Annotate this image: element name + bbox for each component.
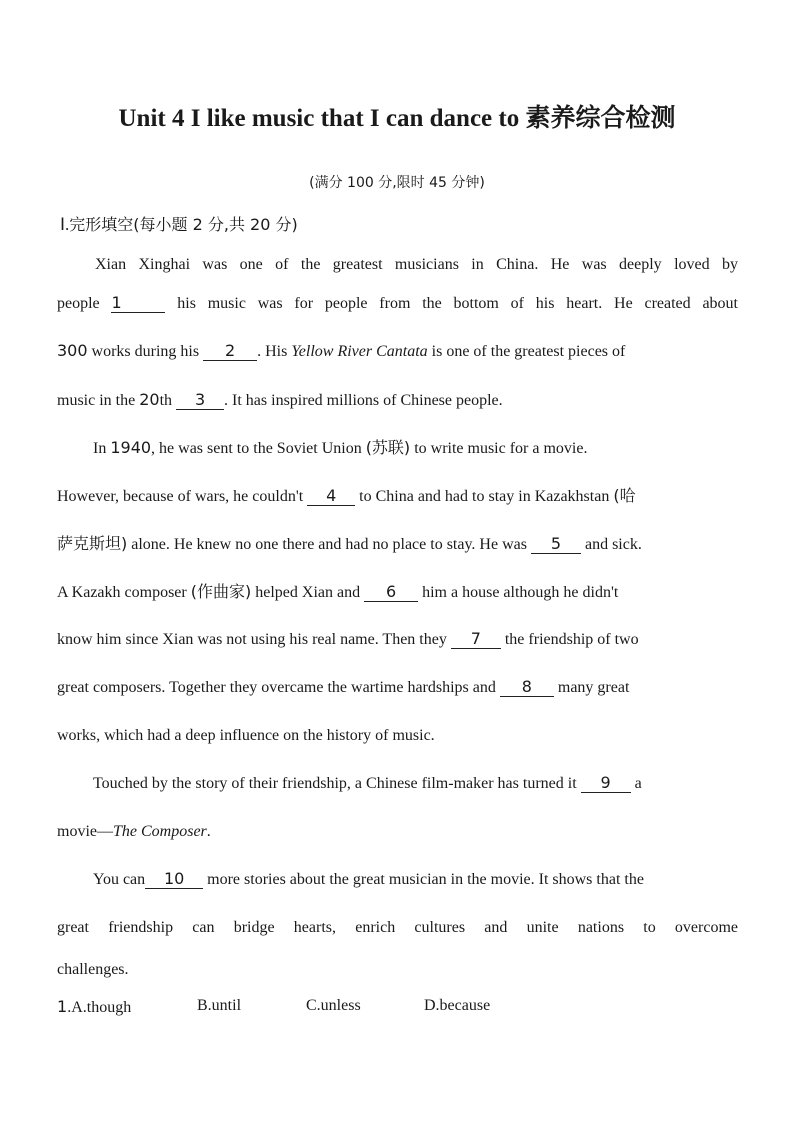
- passage-line: Xian Xinghai was one of the greatest musicians in China. He was deeply loved by: [95, 256, 738, 273]
- section-label: 完形填空(每小题 2 分,共 20 分): [69, 215, 298, 234]
- score-time-note: (满分 100 分,限时 45 分钟): [309, 175, 485, 191]
- work-title: Yellow River Cantata: [291, 343, 428, 360]
- section-heading: [60, 212, 298, 235]
- passage-line: 萨克斯坦) alone. He knew no one there and had no place to stay. He was 5 and sick.: [57, 534, 642, 553]
- passage-line: A Kazakh composer (作曲家) helped Xian and 6 him a house although he didn't: [57, 582, 619, 601]
- blank-2[interactable]: 2: [203, 342, 257, 361]
- blank-4[interactable]: 4: [307, 487, 355, 506]
- blank-10[interactable]: 10: [145, 870, 203, 889]
- page-title: [0, 98, 794, 134]
- title-chinese: 素养综合检测: [525, 103, 676, 132]
- blank-8[interactable]: 8: [500, 678, 554, 697]
- option-d[interactable]: D.because: [424, 997, 491, 1014]
- passage-line: movie—The Composer.: [57, 823, 211, 840]
- passage-line: know him since Xian was not using his real name. Then they 7 the friendship of two: [57, 629, 639, 648]
- passage-line: 300 works during his 2 . His Yellow River Cantata is one of the greatest pieces of: [57, 341, 626, 360]
- movie-title: The Composer: [113, 823, 207, 840]
- passage-line: You can 10 more stories about the great musician in the movie. It shows that the: [93, 869, 644, 888]
- option-b[interactable]: B.until: [197, 997, 242, 1014]
- blank-6[interactable]: 6: [364, 583, 418, 602]
- option-c[interactable]: C.unless: [306, 997, 361, 1014]
- passage-line: great friendship can bridge hearts, enrich cultures and unite nations to overcome: [57, 919, 738, 936]
- blank-5[interactable]: 5: [531, 535, 581, 554]
- blank-9[interactable]: 9: [581, 774, 631, 793]
- section-number: Ⅰ.: [60, 215, 70, 234]
- passage-line: people 1 his music was for people from the bottom of his heart. He created about: [57, 293, 739, 312]
- blank-3[interactable]: 3: [176, 391, 224, 410]
- passage-line: challenges.: [57, 961, 129, 978]
- option-a[interactable]: 1.A.though: [57, 997, 132, 1016]
- passage-line: great composers. Together they overcame the wartime hardships and 8 many great: [57, 677, 630, 696]
- passage-line: Touched by the story of their friendship, a Chinese film-maker has turned it 9 a: [93, 773, 642, 792]
- title-english: Unit 4 I like music that I can dance to: [118, 105, 526, 132]
- passage-line: music in the 20th 3 . It has inspired millions of Chinese people.: [57, 390, 503, 409]
- blank-7[interactable]: 7: [451, 630, 501, 649]
- passage-line: However, because of wars, he couldn't 4 to China and had to stay in Kazakhstan (哈: [57, 486, 636, 505]
- blank-1[interactable]: 1: [111, 294, 165, 313]
- passage-line: In 1940, he was sent to the Soviet Union (苏联) to write music for a movie.: [93, 438, 588, 457]
- passage-line: works, which had a deep influence on the history of music.: [57, 727, 435, 744]
